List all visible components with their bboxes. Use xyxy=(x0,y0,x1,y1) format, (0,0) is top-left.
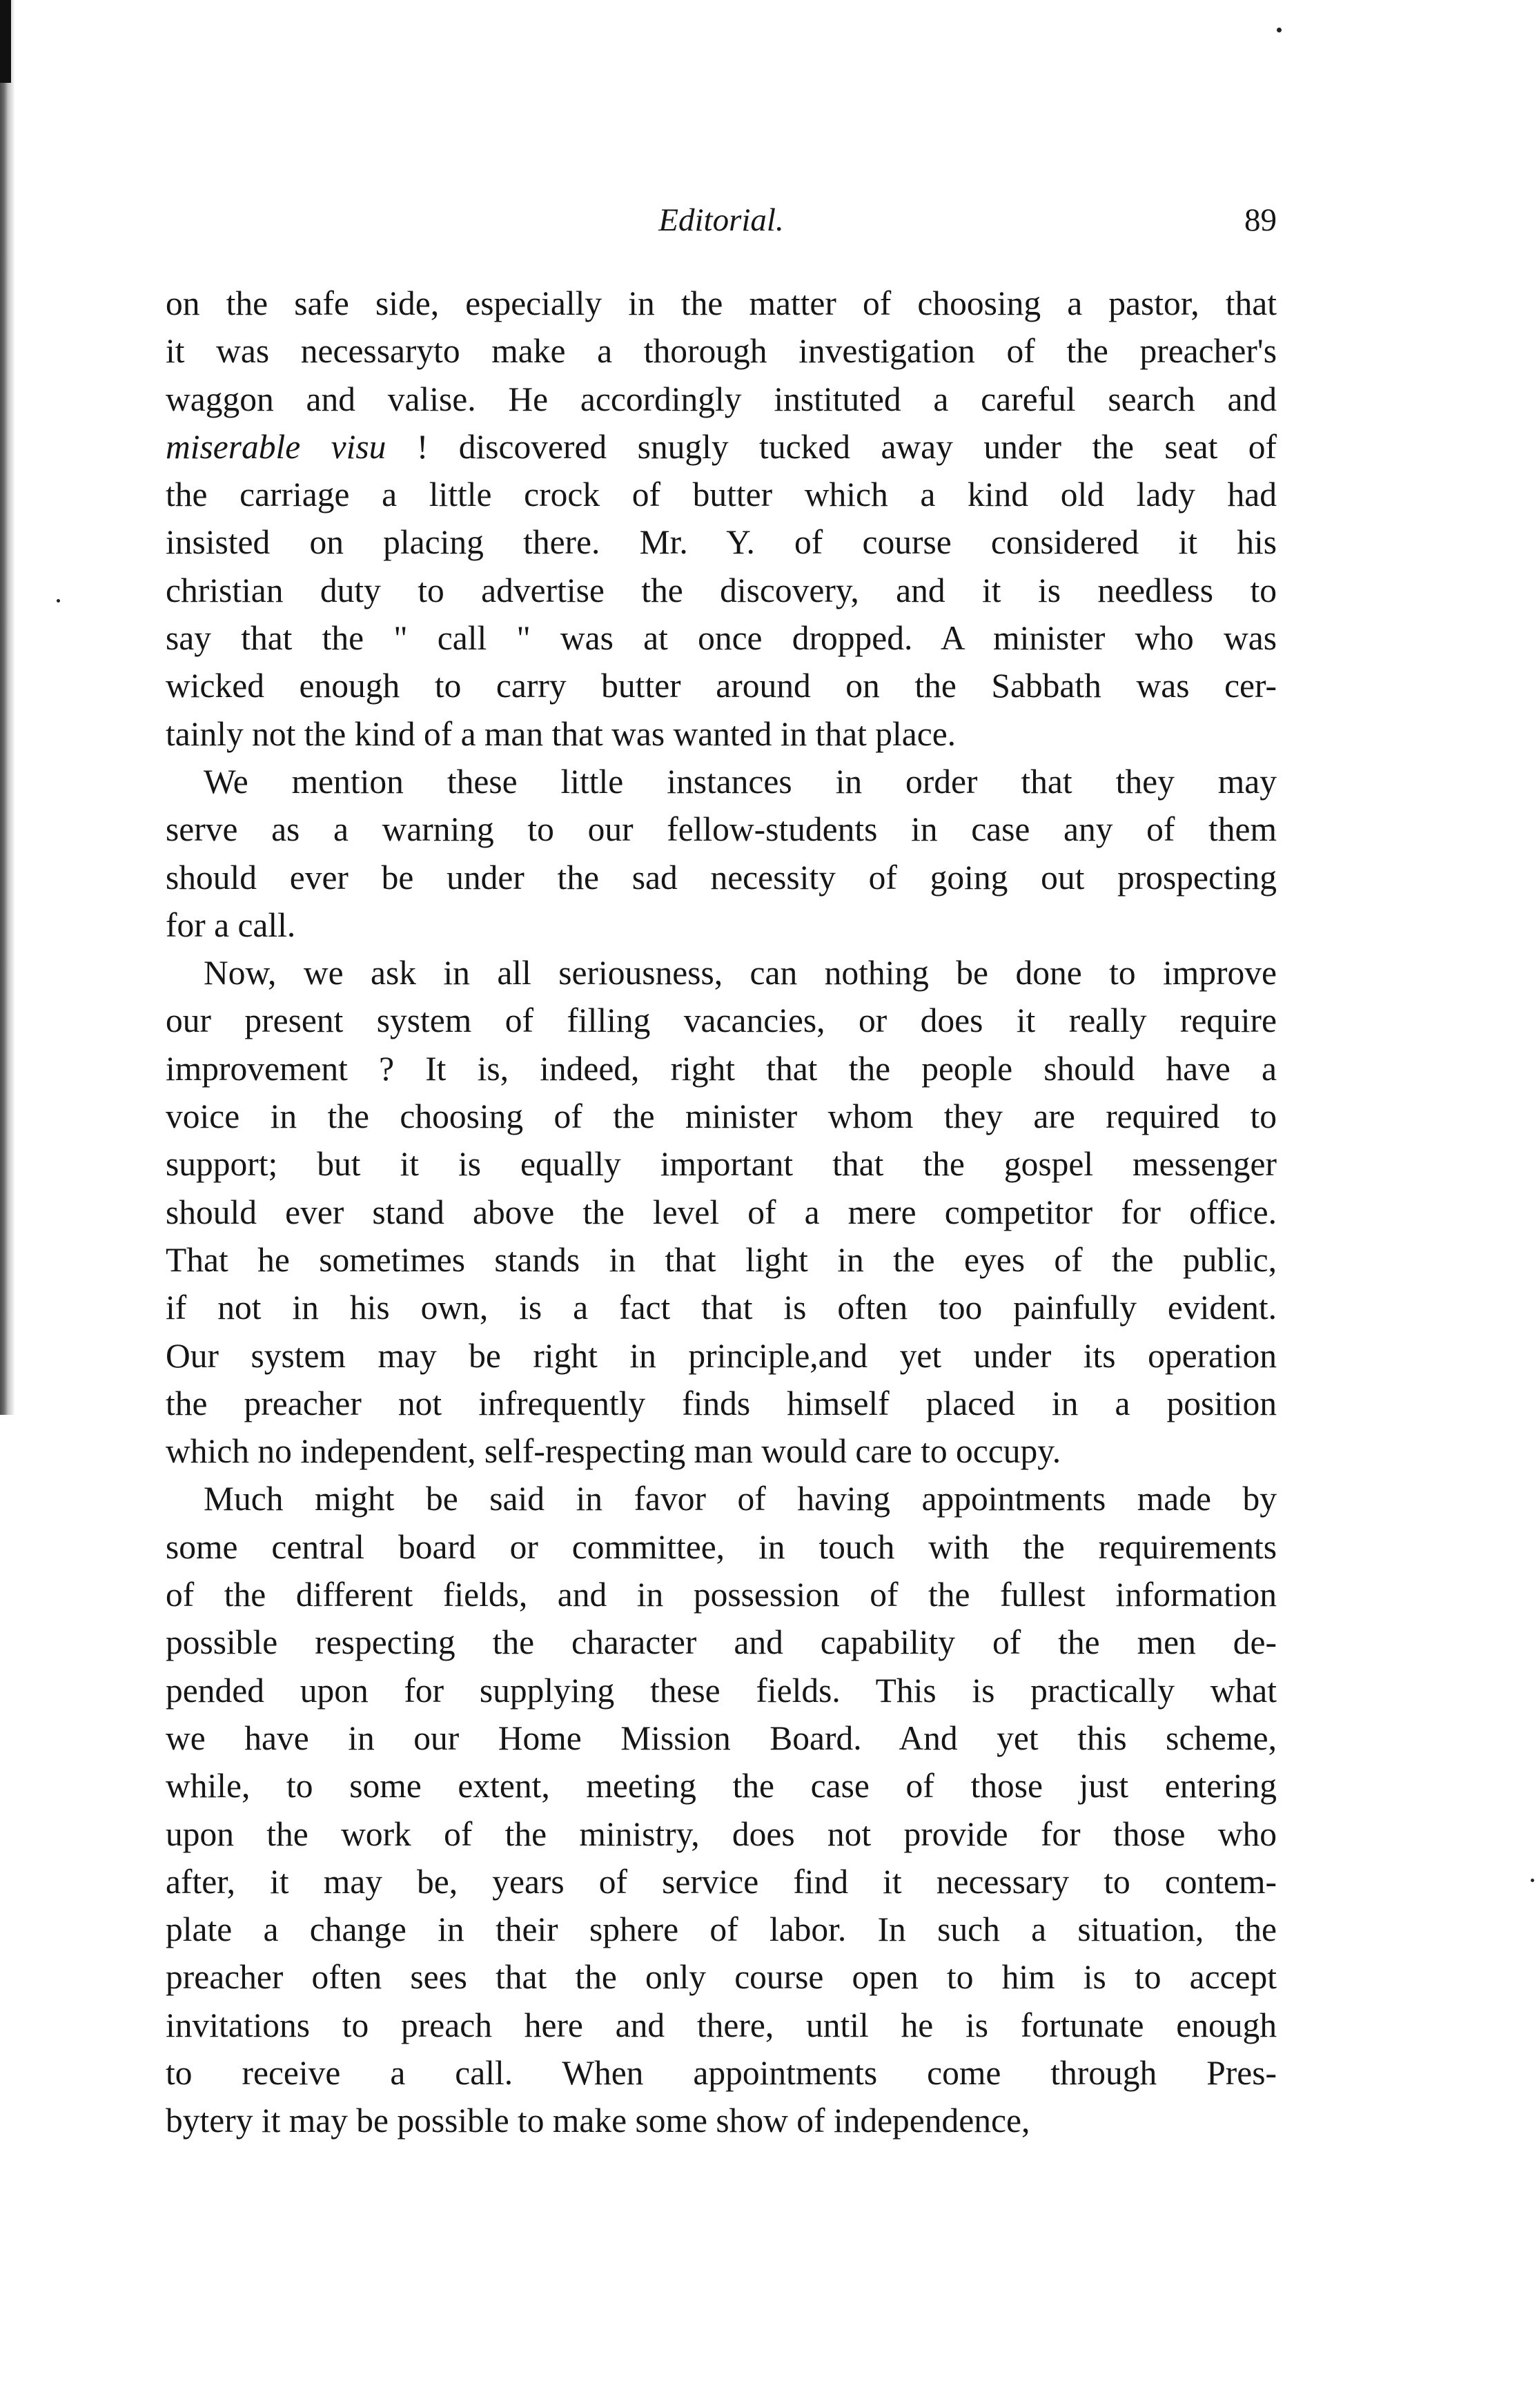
paragraph xyxy=(166,1475,1277,2144)
text-line: voice in the choosing of the minister whom they are required to xyxy=(166,1097,1277,1136)
article-body xyxy=(166,280,1277,2145)
text-line: upon the work of the ministry, does not provide for those who xyxy=(166,1814,1277,1853)
text-line: bytery it may be possible to make some show of independence, xyxy=(166,2102,1030,2140)
page-number: 89 xyxy=(1244,202,1277,238)
text-line: the preacher not infrequently finds himself placed in a position xyxy=(166,1384,1277,1422)
binding-edge xyxy=(0,0,15,1415)
page-header xyxy=(166,195,1277,250)
text-line: Much might be said in favor of having appointments made by xyxy=(204,1480,1277,1518)
text-line: miserable visu ! discovered snugly tucked away under the seat of xyxy=(166,427,1277,466)
text-line: Now, we ask in all seriousness, can nothing be done to improve xyxy=(204,954,1277,992)
paragraph xyxy=(166,280,1277,758)
binding-edge-dark xyxy=(0,0,11,83)
text-line: we have in our Home Mission Board. And yet this scheme, xyxy=(166,1719,1277,1757)
text-line: We mention these little instances in order that they may xyxy=(204,762,1277,801)
text-line: should ever stand above the level of a mere competitor for office. xyxy=(166,1193,1277,1231)
paragraph xyxy=(166,949,1277,1475)
text-line: which no independent, self-respecting man would care to occupy. xyxy=(166,1432,1061,1471)
text-line: waggon and valise. He accordingly instituted a careful search and xyxy=(166,380,1277,418)
scan-speck xyxy=(1277,28,1282,32)
paragraph xyxy=(166,758,1277,949)
text-line: tainly not the kind of a man that was wanted in that place. xyxy=(166,714,957,753)
text-line: insisted on placing there. Mr. Y. of course considered it his xyxy=(166,523,1277,562)
text-line: serve as a warning to our fellow-students in case any of them xyxy=(166,810,1277,849)
text-line: should ever be under the sad necessity of going out prospecting xyxy=(166,858,1277,897)
text-line: on the safe side, especially in the matter of choosing a pastor, that xyxy=(166,284,1277,322)
text-line: invitations to preach here and there, until he is fortunate enough xyxy=(166,2006,1277,2044)
text-line: while, to some extent, meeting the case of those just entering xyxy=(166,1767,1277,1805)
text-line: of the different fields, and in possession of the fullest information xyxy=(166,1576,1277,1614)
text-line: pended upon for supplying these fields. This is practically what xyxy=(166,1671,1277,1710)
text-line: plate a change in their sphere of labor. In such a situation, the xyxy=(166,1910,1277,1949)
text-line: for a call. xyxy=(166,906,296,944)
text-line: support; but it is equally important that the gospel messenger xyxy=(166,1145,1277,1184)
text-line: if not in his own, is a fact that is often too painfully evident. xyxy=(166,1289,1277,1327)
scan-speck xyxy=(57,599,60,603)
text-line: our present system of filling vacancies, or does it really require xyxy=(166,1001,1277,1040)
text-line: after, it may be, years of service find it necessary to contem- xyxy=(166,1862,1277,1901)
text-line: That he sometimes stands in that light in the eyes of the public, xyxy=(166,1240,1277,1279)
text-line: some central board or committee, in touch with the requirements xyxy=(166,1527,1277,1566)
running-title: Editorial. xyxy=(658,202,784,238)
text-line: possible respecting the character and capability of the men de- xyxy=(166,1623,1277,1662)
text-line: wicked enough to carry butter around on the Sabbath was cer- xyxy=(166,667,1277,705)
text-line: it was necessaryto make a thorough investigation of the preacher's xyxy=(166,332,1277,371)
text-line: improvement ? It is, indeed, right that the people should have a xyxy=(166,1049,1277,1088)
text-line: christian duty to advertise the discovery, and it is needless to xyxy=(166,571,1277,609)
scan-speck xyxy=(1531,1879,1534,1882)
text-line: to receive a call. When appointments come through Pres- xyxy=(166,2053,1277,2092)
text-line: the carriage a little crock of butter which a kind old lady had xyxy=(166,476,1277,514)
text-line: say that the " call " was at once dropped. A minister who was xyxy=(166,619,1277,658)
text-line: preacher often sees that the only course open to him is to accept xyxy=(166,1958,1277,1997)
text-line: Our system may be right in principle,and yet under its operation xyxy=(166,1336,1277,1375)
